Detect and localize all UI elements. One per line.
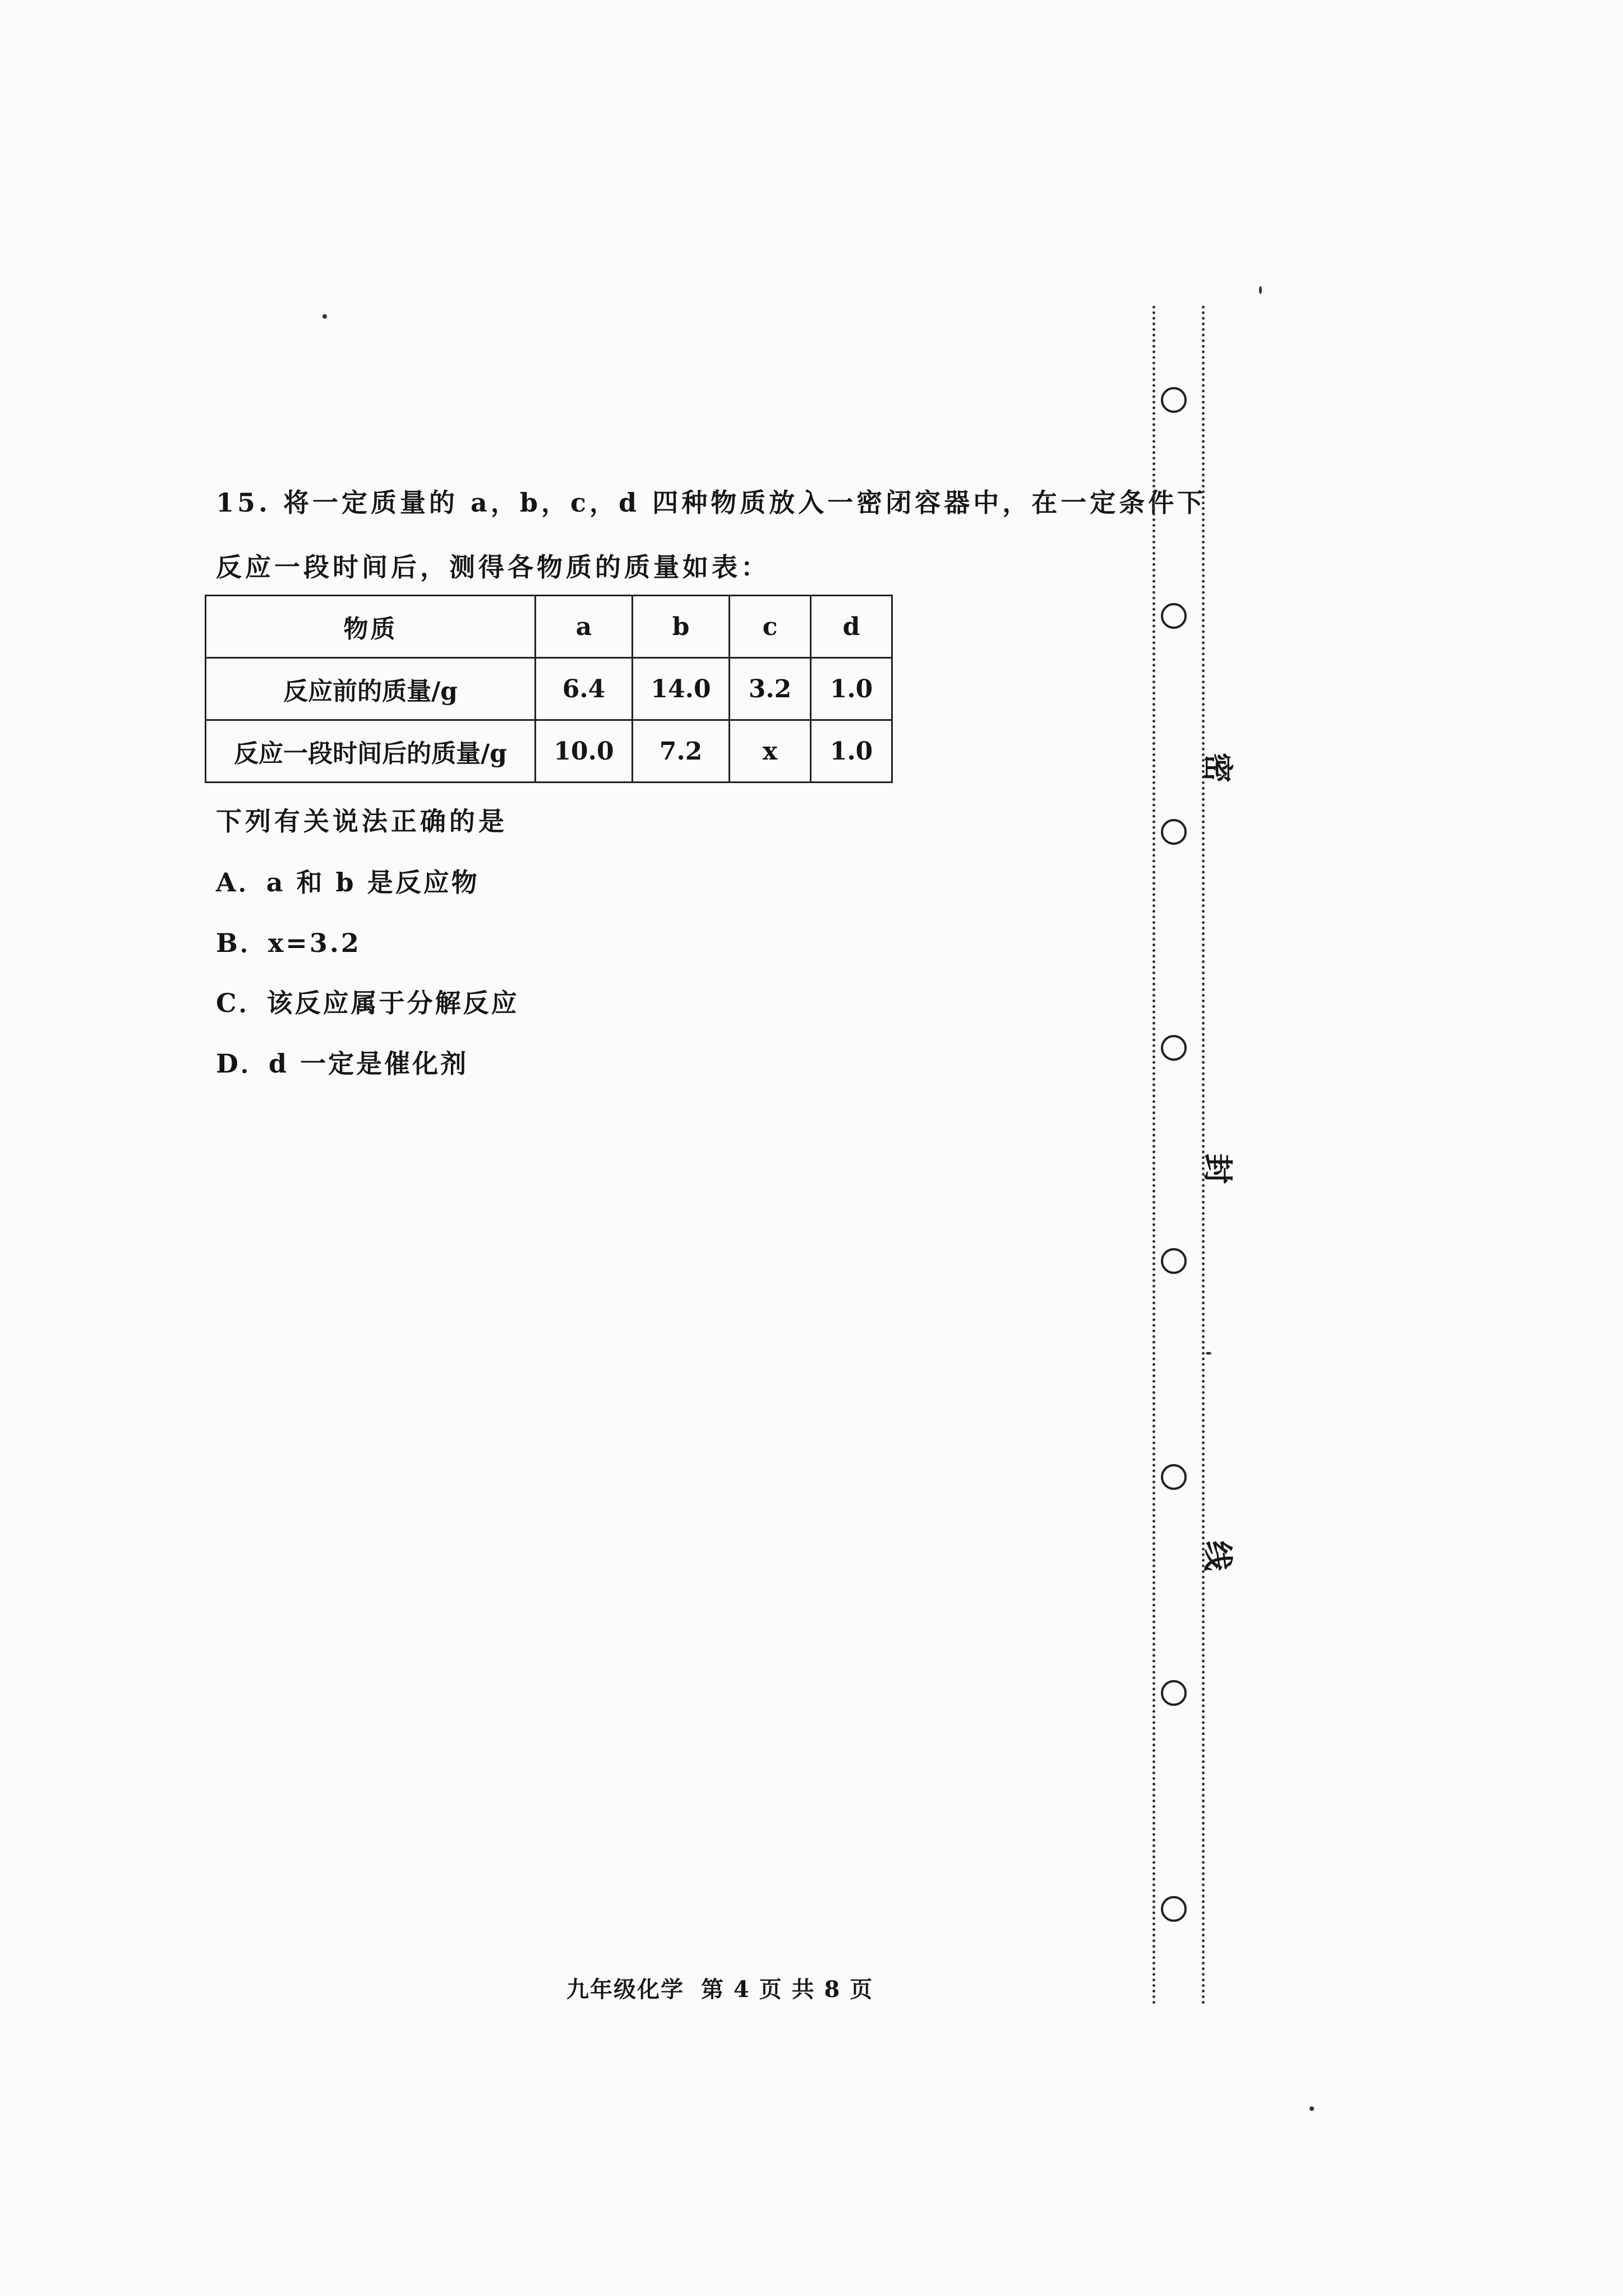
footer-subject: 九年级化学 (566, 1976, 684, 2003)
table-cell: 10.0 (536, 720, 633, 783)
table-header-cell: 物质 (206, 596, 536, 658)
binding-hole-icon (1161, 1035, 1187, 1061)
table-header-cell: b (633, 596, 730, 658)
binding-hole-icon (1161, 603, 1187, 629)
scan-speck (1259, 286, 1262, 294)
table-cell: 7.2 (633, 720, 730, 783)
question-text-line-1: 15. 将一定质量的 a，b，c，d 四种物质放入一密闭容器中，在一定条件下 (216, 487, 1207, 518)
mass-table (205, 595, 893, 783)
seal-char-mi: 密 (1200, 752, 1236, 783)
scan-speck (1310, 2106, 1314, 2111)
seal-line-left (1152, 306, 1155, 2005)
table-cell: 1.0 (811, 720, 892, 783)
table-cell: x (730, 720, 811, 783)
question-text-line-2: 反应一段时间后，测得各物质的质量如表： (216, 552, 770, 582)
option-b: B．x=3.2 (216, 928, 361, 958)
question-stem: 下列有关说法正确的是 (216, 806, 508, 836)
binding-hole-icon (1161, 1680, 1187, 1706)
scan-speck (1206, 1352, 1211, 1355)
table-header-cell: c (730, 596, 811, 658)
page-footer (566, 1972, 890, 2004)
table-cell: 反应一段时间后的质量/g (206, 720, 536, 783)
scan-speck (322, 314, 327, 319)
table-cell: 6.4 (536, 658, 633, 720)
table-cell: 14.0 (633, 658, 730, 720)
option-a: A．a 和 b 是反应物 (216, 867, 479, 898)
binding-hole-icon (1161, 1248, 1187, 1274)
option-d: D．d 一定是催化剂 (216, 1048, 469, 1079)
binding-hole-icon (1161, 1896, 1187, 1922)
table-header-row (206, 596, 892, 658)
binding-hole-icon (1161, 819, 1187, 845)
binding-hole-icon (1161, 387, 1187, 413)
option-c: C．该反应属于分解反应 (216, 988, 519, 1018)
binding-hole-icon (1161, 1464, 1187, 1490)
table-row (206, 720, 892, 783)
table-cell: 反应前的质量/g (206, 658, 536, 720)
seal-char-feng: 封 (1200, 1153, 1236, 1184)
table-header-cell: a (536, 596, 633, 658)
seal-char-xian: 线 (1200, 1540, 1236, 1571)
table-header-cell: d (811, 596, 892, 658)
table-cell: 3.2 (730, 658, 811, 720)
table-cell: 1.0 (811, 658, 892, 720)
footer-page-number: 第 4 页 共 8 页 (701, 1976, 874, 2003)
table-row (206, 658, 892, 720)
